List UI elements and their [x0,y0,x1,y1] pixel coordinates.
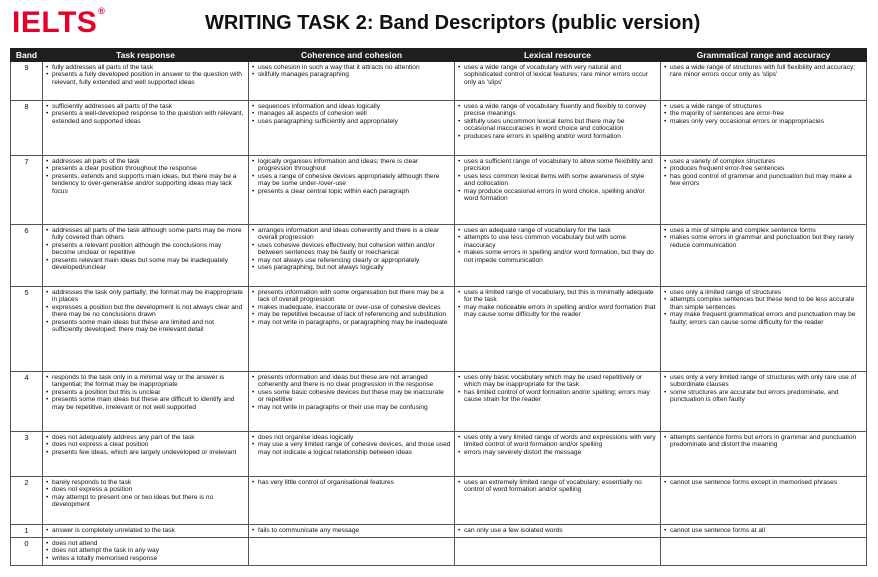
grammar-cell [661,477,867,525]
table-body [11,62,867,566]
lexical-descriptor-list [458,64,657,86]
lexical-descriptor-list [458,479,657,494]
table-row [11,372,867,432]
grammar-descriptor-list [664,434,863,449]
lexical-descriptor-list [458,158,657,202]
grammar-cell [661,156,867,225]
descriptor-item: • fails to communicate any message [252,527,451,534]
task-response-cell [43,62,249,101]
descriptor-item: • answer is completely unrelated to the task [46,527,245,534]
coherence-descriptor-list [252,434,451,456]
table-row [11,287,867,372]
table-row [11,156,867,225]
descriptor-item: • presents a clear position throughout the response [46,165,245,172]
table-row [11,525,867,538]
descriptor-item: • skilfully manages paragraphing [252,71,451,78]
descriptor-item: • makes inadequate, inaccurate or over-use of cohesive devices [252,304,451,311]
descriptor-item: • has good control of grammar and punctuation but may make a few errors [664,173,863,188]
logo-text: IELTS [12,6,98,39]
task-response-cell [43,225,249,287]
task-response-cell [43,432,249,477]
descriptor-item: • expresses a position but the development is not always clear and there may be no conclusions drawn [46,304,245,319]
descriptor-item: • makes some errors in spelling and/or word formation, but they do not impede communication [458,249,657,264]
task-response-descriptor-list [46,540,245,562]
descriptor-item: • uses a wide range of vocabulary fluently and flexibly to convey precise meanings [458,103,657,118]
table-row [11,62,867,101]
descriptor-item: • attempts to use less common vocabulary but with some inaccuracy [458,234,657,249]
task-response-descriptor-list [46,64,245,86]
task-response-descriptor-list [46,289,245,333]
descriptor-item: • makes only very occasional errors or inappropriacies [664,118,863,125]
table-row [11,432,867,477]
coherence-cell [249,477,455,525]
descriptor-item: • presents, extends and supports main ideas, but there may be a tendency to over-generalise and/or supporting ideas may lack focus [46,173,245,195]
descriptor-item: • may not write in paragraphs or their use may be confusing [252,404,451,411]
grammar-descriptor-list [664,479,863,486]
descriptor-item: • may make noticeable errors in spelling and/or word formation that may cause some difficulty for the reader [458,304,657,319]
descriptor-item: • uses only basic vocabulary which may be used repetitively or which may be inappropriate for the task [458,374,657,389]
descriptor-item: • uses an extremely limited range of vocabulary; essentially no control of word formation and/or spelling [458,479,657,494]
descriptor-item: • does not express a clear position [46,441,245,448]
band-descriptor-table [10,48,867,566]
descriptor-item: • responds to the task only in a minimal way or the answer is tangential; the format may be inappropriate [46,374,245,389]
table-row [11,538,867,566]
descriptor-item: • barely responds to the task [46,479,245,486]
descriptor-item: • uses a variety of complex structures [664,158,863,165]
coherence-cell [249,156,455,225]
descriptor-item: • attempts complex sentences but these tend to be less accurate than simple sentences [664,296,863,311]
descriptor-item: • cannot use sentence forms except in memorised phrases [664,479,863,486]
descriptor-item: • presents few ideas, which are largely undeveloped or irrelevant [46,449,245,456]
descriptor-item: • has limited control of word formation and/or spelling; errors may cause strain for the reader [458,389,657,404]
descriptor-item: • produces frequent error-free sentences [664,165,863,172]
page-title: WRITING TASK 2: Band Descriptors (public version) [205,12,701,34]
descriptor-item: • can only use a few isolated words [458,527,657,534]
descriptor-item: • uses a wide range of structures with full flexibility and accuracy; rare minor errors occur only as 'slips' [664,64,863,79]
descriptor-item: • addresses the task only partially; the format may be inappropriate in places [46,289,245,304]
descriptor-item: • uses paragraphing, but not always logically [252,264,451,271]
grammar-descriptor-list [664,103,863,125]
descriptor-item: • manages all aspects of cohesion well [252,110,451,117]
column-header-coherence: Coherence and cohesion [249,49,455,62]
coherence-cell [249,372,455,432]
descriptor-item: • uses a wide range of structures [664,103,863,110]
descriptor-item: • does not organise ideas logically [252,434,451,441]
band-number: 3 [11,432,43,477]
descriptor-item: • writes a totally memorised response [46,555,245,562]
descriptor-item: • skilfully uses uncommon lexical items but there may be occasional inaccuracies in word choice and collocation [458,118,657,133]
grammar-cell [661,287,867,372]
descriptor-item: • presents information and ideas but these are not arranged coherently and there is no clear progression in the response [252,374,451,389]
coherence-descriptor-list [252,527,451,534]
table-header-row [11,49,867,62]
column-header-task-response: Task response [43,49,249,62]
band-number: 9 [11,62,43,101]
descriptor-item: • presents a fully developed position in answer to the question with relevant, fully extended and well supported ideas [46,71,245,86]
descriptor-item: • may make frequent grammatical errors and punctuation may be faulty; errors can cause some difficulty for the reader [664,311,863,326]
task-response-descriptor-list [46,527,245,534]
task-response-descriptor-list [46,374,245,411]
descriptor-item: • the majority of sentences are error-free [664,110,863,117]
lexical-cell [455,225,661,287]
grammar-cell [661,372,867,432]
band-number: 5 [11,287,43,372]
task-response-descriptor-list [46,227,245,271]
grammar-descriptor-list [664,158,863,188]
descriptor-item: • sequences information and ideas logically [252,103,451,110]
grammar-cell [661,225,867,287]
descriptor-item: • attempts sentence forms but errors in grammar and punctuation predominate and distort the meaning [664,434,863,449]
coherence-cell [249,525,455,538]
descriptor-item: • has very little control of organisational features [252,479,451,486]
task-response-cell [43,372,249,432]
descriptor-item: • cannot use sentence forms at all [664,527,863,534]
descriptor-item: • may not write in paragraphs, or paragraphing may be inadequate [252,319,451,326]
task-response-descriptor-list [46,479,245,509]
lexical-descriptor-list [458,103,657,140]
task-response-cell [43,477,249,525]
lexical-cell [455,432,661,477]
descriptor-item: • addresses all parts of the task [46,158,245,165]
descriptor-item: • uses a range of cohesive devices appropriately although there may be some under-/over-use [252,173,451,188]
descriptor-item: • does not attend [46,540,245,547]
lexical-cell [455,538,661,566]
task-response-descriptor-list [46,103,245,125]
grammar-cell [661,62,867,101]
column-header-grammar: Grammatical range and accuracy [661,49,867,62]
descriptor-item: • uses an adequate range of vocabulary for the task [458,227,657,234]
descriptor-item: • presents some main ideas but these are difficult to identify and may be repetitive, irrelevant or not well supported [46,396,245,411]
coherence-cell [249,432,455,477]
descriptor-item: • sufficiently addresses all parts of the task [46,103,245,110]
band-number: 8 [11,101,43,156]
ielts-logo [12,6,105,40]
band-number: 0 [11,538,43,566]
coherence-descriptor-list [252,103,451,125]
coherence-cell [249,287,455,372]
grammar-cell [661,525,867,538]
descriptor-item: • presents a position but this is unclear [46,389,245,396]
table-row [11,225,867,287]
descriptor-item: • uses less common lexical items with some awareness of style and collocation [458,173,657,188]
descriptor-item: • makes some errors in grammar and punctuation but they rarely reduce communication [664,234,863,249]
descriptor-item: • fully addresses all parts of the task [46,64,245,71]
grammar-descriptor-list [664,64,863,79]
grammar-descriptor-list [664,289,863,326]
descriptor-item: • uses only a very limited range of words and expressions with very limited control of word formation and/or spelling [458,434,657,449]
descriptor-item: • presents some main ideas but these are limited and not sufficiently developed; there may be irrelevant detail [46,319,245,334]
lexical-cell [455,62,661,101]
task-response-cell [43,156,249,225]
descriptor-item: • presents information with some organisation but there may be a lack of overall progression [252,289,451,304]
band-number: 1 [11,525,43,538]
task-response-cell [43,525,249,538]
lexical-cell [455,372,661,432]
descriptor-item: • presents a relevant position although the conclusions may become unclear or repetitive [46,242,245,257]
descriptor-item: • does not adequately address any part of the task [46,434,245,441]
lexical-descriptor-list [458,374,657,404]
coherence-descriptor-list [252,227,451,271]
grammar-descriptor-list [664,374,863,404]
lexical-descriptor-list [458,527,657,534]
lexical-descriptor-list [458,227,657,264]
descriptor-item: • does not express a position [46,486,245,493]
descriptor-item: • may not always use referencing clearly or appropriately [252,257,451,264]
grammar-descriptor-list [664,227,863,249]
grammar-cell [661,101,867,156]
descriptor-item: • some structures are accurate but errors predominate, and punctuation is often faulty [664,389,863,404]
descriptor-item: • logically organises information and ideas; there is clear progression throughout [252,158,451,173]
coherence-descriptor-list [252,374,451,411]
descriptor-item: • uses only a limited range of structures [664,289,863,296]
band-number: 2 [11,477,43,525]
descriptor-item: • does not attempt the task in any way [46,547,245,554]
column-header-lexical: Lexical resource [455,49,661,62]
coherence-cell [249,538,455,566]
lexical-descriptor-list [458,289,657,319]
coherence-cell [249,62,455,101]
descriptor-item: • uses a sufficient range of vocabulary to allow some flexibility and precision [458,158,657,173]
descriptor-item: • uses some basic cohesive devices but these may be inaccurate or repetitive [252,389,451,404]
grammar-descriptor-list [664,527,863,534]
lexical-cell [455,156,661,225]
task-response-cell [43,101,249,156]
descriptor-item: • addresses all parts of the task although some parts may be more fully covered than others [46,227,245,242]
lexical-cell [455,525,661,538]
descriptor-item: • uses a mix of simple and complex sentence forms [664,227,863,234]
descriptor-item: • presents a clear central topic within each paragraph [252,188,451,195]
band-number: 6 [11,225,43,287]
descriptor-item: • may produce occasional errors in word choice, spelling and/or word formation [458,188,657,203]
coherence-descriptor-list [252,289,451,326]
coherence-descriptor-list [252,479,451,486]
table-row [11,101,867,156]
descriptor-item: • produces rare errors in spelling and/or word formation [458,133,657,140]
grammar-cell [661,432,867,477]
descriptor-item: • arranges information and ideas coherently and there is a clear overall progression [252,227,451,242]
task-response-cell [43,287,249,372]
grammar-cell [661,538,867,566]
coherence-cell [249,225,455,287]
descriptor-item: • errors may severely distort the message [458,449,657,456]
coherence-descriptor-list [252,158,451,195]
band-number: 4 [11,372,43,432]
descriptor-item: • may use a very limited range of cohesive devices, and those used may not indicate a logical relationship between ideas [252,441,451,456]
descriptor-item: • uses cohesive devices effectively, but cohesion within and/or between sentences may be faulty or mechanical [252,242,451,257]
descriptor-item: • uses a wide range of vocabulary with very natural and sophisticated control of lexical features; rare minor errors occur only as 'slips' [458,64,657,86]
descriptor-item: • presents a well-developed response to the question with relevant, extended and supported ideas [46,110,245,125]
descriptor-item: • uses only a very limited range of structures with only rare use of subordinate clauses [664,374,863,389]
task-response-descriptor-list [46,434,245,456]
descriptor-item: • may attempt to present one or two ideas but there is no development [46,494,245,509]
descriptor-item: • presents relevant main ideas but some may be inadequately developed/unclear [46,257,245,272]
lexical-cell [455,477,661,525]
lexical-descriptor-list [458,434,657,456]
task-response-cell [43,538,249,566]
task-response-descriptor-list [46,158,245,195]
descriptor-item: • may be repetitive because of lack of referencing and substitution [252,311,451,318]
column-header-band: Band [11,49,43,62]
lexical-cell [455,101,661,156]
registered-mark: ® [98,6,106,16]
band-number: 7 [11,156,43,225]
descriptor-item: • uses cohesion in such a way that it attracts no attention [252,64,451,71]
descriptor-item: • uses paragraphing sufficiently and appropriately [252,118,451,125]
descriptor-item: • uses a limited range of vocabulary, but this is minimally adequate for the task [458,289,657,304]
lexical-cell [455,287,661,372]
coherence-cell [249,101,455,156]
table-row [11,477,867,525]
coherence-descriptor-list [252,64,451,79]
